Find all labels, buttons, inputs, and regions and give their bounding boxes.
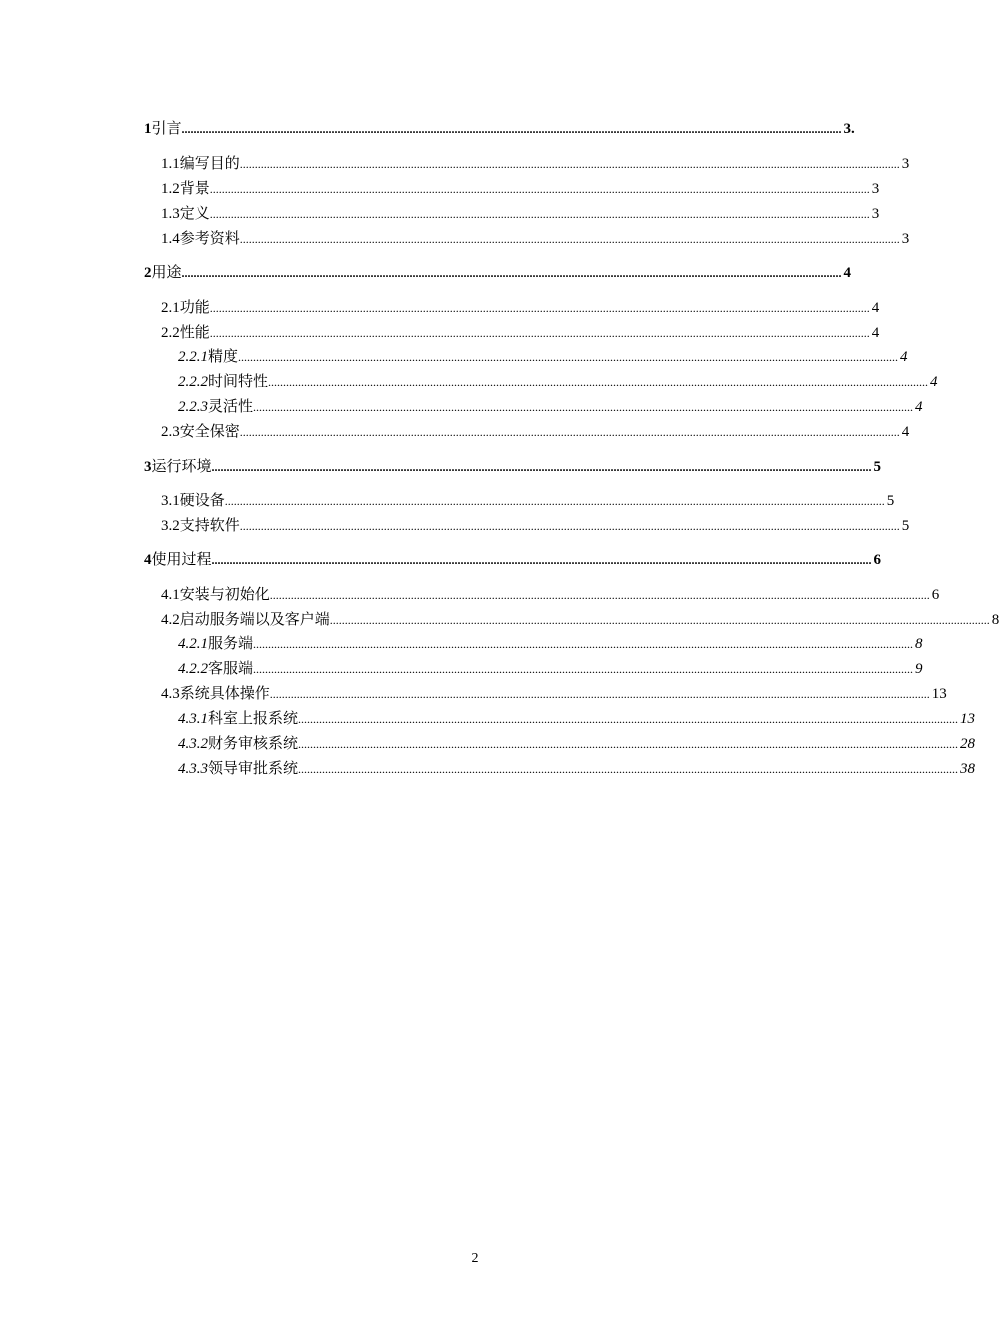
toc-entry-number: 4.2.1 (178, 636, 208, 652)
toc-entry-title: 用途 (151, 265, 182, 281)
toc-entry-number: 4.3.2 (178, 736, 208, 752)
toc-entry-title: 运行环境 (151, 459, 212, 475)
toc-entry-page: 13 (960, 711, 976, 727)
toc-entry-title: 定义 (179, 206, 210, 222)
toc-entry-page: 5 (873, 459, 882, 475)
toc-dot-leader: ............................................................................................................................................................................................................................ (239, 425, 900, 439)
page-number: 2 (471, 1251, 479, 1266)
toc-entry-title: 财务审核系统 (208, 736, 299, 752)
toc-entry-number: 3 (144, 459, 152, 475)
toc-entry[interactable] (161, 517, 910, 535)
toc-dot-leader: ............................................................................................................................................................................................................................ (253, 637, 914, 651)
toc-entry[interactable] (161, 180, 880, 198)
toc-entry-number: 4.2.2 (178, 661, 208, 677)
toc-dot-leader: ............................................................................................................................................................................................................................ (298, 737, 959, 751)
toc-entry-title: 使用过程 (151, 552, 212, 568)
toc-entry-number: 1.4 (161, 231, 180, 247)
toc-entry-page: 4 (900, 349, 908, 365)
toc-entry-page: 13 (931, 686, 947, 702)
toc-entry-page: 9 (915, 661, 923, 677)
toc-dot-leader: ............................................................................................................................................................................................................................ (253, 662, 914, 676)
toc-entry-number: 2.2.3 (178, 399, 208, 415)
toc-entry-number: 1 (144, 121, 152, 137)
toc-entry-number: 1.2 (161, 181, 180, 197)
toc-entry[interactable] (178, 710, 976, 728)
toc-dot-leader: ............................................................................................................................................................................................................................ (238, 350, 899, 364)
toc-entry[interactable] (178, 735, 976, 753)
toc-entry[interactable] (161, 324, 880, 342)
toc-entry-number: 2.1 (161, 300, 180, 316)
toc-entry-number: 4.3 (161, 686, 180, 702)
toc-entry-title: 领导审批系统 (208, 761, 299, 777)
toc-dot-leader: ............................................................................................................................................................................................................................ (329, 613, 990, 627)
toc-entry-title: 时间特性 (208, 374, 269, 390)
toc-entry-page: 3 (901, 231, 910, 247)
toc-entry[interactable] (161, 205, 880, 223)
toc-entry[interactable] (161, 611, 999, 629)
toc-entry-title: 灵活性 (208, 399, 254, 415)
toc-entry-title: 系统具体操作 (179, 686, 270, 702)
toc-entry-page: 5 (901, 518, 910, 534)
toc-entry-title: 背景 (179, 181, 210, 197)
toc-entry-page: 4 (871, 325, 880, 341)
toc-entry[interactable] (161, 685, 947, 703)
toc-dot-leader: ............................................................................................................................................................................................................................ (211, 553, 872, 567)
toc-entry-number: 1.3 (161, 206, 180, 222)
toc-entry-title: 服务端 (208, 636, 254, 652)
toc-entry-page: 6 (873, 552, 882, 568)
toc-entry[interactable] (178, 348, 908, 366)
toc-dot-leader: ............................................................................................................................................................................................................................ (211, 460, 872, 474)
toc-entry-title: 参考资料 (179, 231, 240, 247)
toc-entry-page: 38 (960, 761, 976, 777)
toc-entry[interactable] (144, 458, 882, 476)
toc-entry-title: 硬设备 (179, 493, 225, 509)
toc-dot-leader: ............................................................................................................................................................................................................................ (209, 326, 870, 340)
toc-entry[interactable] (161, 155, 910, 173)
toc-entry-title: 支持软件 (179, 518, 240, 534)
toc-entry[interactable] (144, 264, 852, 282)
toc-entry-number: 1.1 (161, 156, 180, 172)
toc-entry-page: 4 (915, 399, 923, 415)
toc-entry[interactable] (161, 492, 895, 510)
toc-entry[interactable] (144, 551, 882, 569)
toc-entry-title: 客服端 (208, 661, 254, 677)
toc-dot-leader: ............................................................................................................................................................................................................................ (268, 375, 929, 389)
toc-entry-title: 性能 (179, 325, 210, 341)
toc-entry-title: 安全保密 (179, 424, 240, 440)
toc-entry-page: 3. (843, 121, 855, 137)
toc-entry-number: 4.2 (161, 612, 180, 628)
toc-entry-number: 2.2.2 (178, 374, 208, 390)
toc-entry[interactable] (161, 299, 880, 317)
toc-entry-number: 3.2 (161, 518, 180, 534)
toc-entry-page: 6 (931, 587, 940, 603)
toc-entry-page: 8 (915, 636, 923, 652)
toc-dot-leader: ............................................................................................................................................................................................................................ (269, 687, 930, 701)
toc-entry-page: 4 (930, 374, 938, 390)
toc-entry-page: 8 (991, 612, 999, 628)
toc-entry-number: 3.1 (161, 493, 180, 509)
toc-dot-leader: ............................................................................................................................................................................................................................ (181, 266, 842, 280)
toc-entry-title: 启动服务端以及客户端 (179, 612, 330, 628)
toc-entry[interactable] (178, 760, 976, 778)
toc-dot-leader: ............................................................................................................................................................................................................................ (298, 712, 959, 726)
toc-entry-page: 3 (871, 206, 880, 222)
toc-entry-number: 2.3 (161, 424, 180, 440)
toc-dot-leader: ............................................................................................................................................................................................................................ (209, 207, 870, 221)
toc-entry-title: 引言 (151, 121, 182, 137)
toc-entry-page: 5 (886, 493, 895, 509)
toc-dot-leader: ............................................................................................................................................................................................................................ (239, 519, 900, 533)
toc-entry[interactable] (161, 586, 940, 604)
toc-entry[interactable] (178, 373, 938, 391)
toc-entry-title: 功能 (179, 300, 210, 316)
toc-entry-page: 4 (901, 424, 910, 440)
toc-entry-title: 精度 (208, 349, 239, 365)
toc-entry-page: 3 (901, 156, 910, 172)
toc-entry-page: 4 (843, 265, 852, 281)
toc-dot-leader: ............................................................................................................................................................................................................................ (239, 232, 900, 246)
toc-dot-leader: ............................................................................................................................................................................................................................ (209, 301, 870, 315)
toc-entry-number: 4.1 (161, 587, 180, 603)
toc-entry[interactable] (178, 635, 923, 653)
toc-entry-number: 4.3.1 (178, 711, 208, 727)
toc-entry-number: 4 (144, 552, 152, 568)
toc-entry-number: 2.2 (161, 325, 180, 341)
toc-entry[interactable] (161, 423, 910, 441)
toc-entry-page: 28 (960, 736, 976, 752)
toc-dot-leader: ............................................................................................................................................................................................................................ (298, 762, 959, 776)
toc-dot-leader: ............................................................................................................................................................................................................................ (239, 157, 900, 171)
toc-dot-leader: ............................................................................................................................................................................................................................ (181, 122, 842, 136)
toc-dot-leader: ............................................................................................................................................................................................................................ (224, 494, 885, 508)
toc-dot-leader: ............................................................................................................................................................................................................................ (209, 182, 870, 196)
toc-entry-page: 3 (871, 181, 880, 197)
toc-entry-title: 科室上报系统 (208, 711, 299, 727)
toc-entry-title: 编写目的 (179, 156, 240, 172)
toc-entry[interactable] (178, 660, 923, 678)
toc-entry-number: 2.2.1 (178, 349, 208, 365)
toc-entry-number: 2 (144, 265, 152, 281)
toc-entry-page: 4 (871, 300, 880, 316)
toc-dot-leader: ............................................................................................................................................................................................................................ (269, 588, 930, 602)
toc-entry[interactable] (144, 120, 855, 138)
toc-entry[interactable] (178, 398, 923, 416)
toc-entry-number: 4.3.3 (178, 761, 208, 777)
toc-dot-leader: ............................................................................................................................................................................................................................ (253, 400, 914, 414)
toc-entry[interactable] (161, 230, 910, 248)
toc-entry-title: 安装与初始化 (179, 587, 270, 603)
